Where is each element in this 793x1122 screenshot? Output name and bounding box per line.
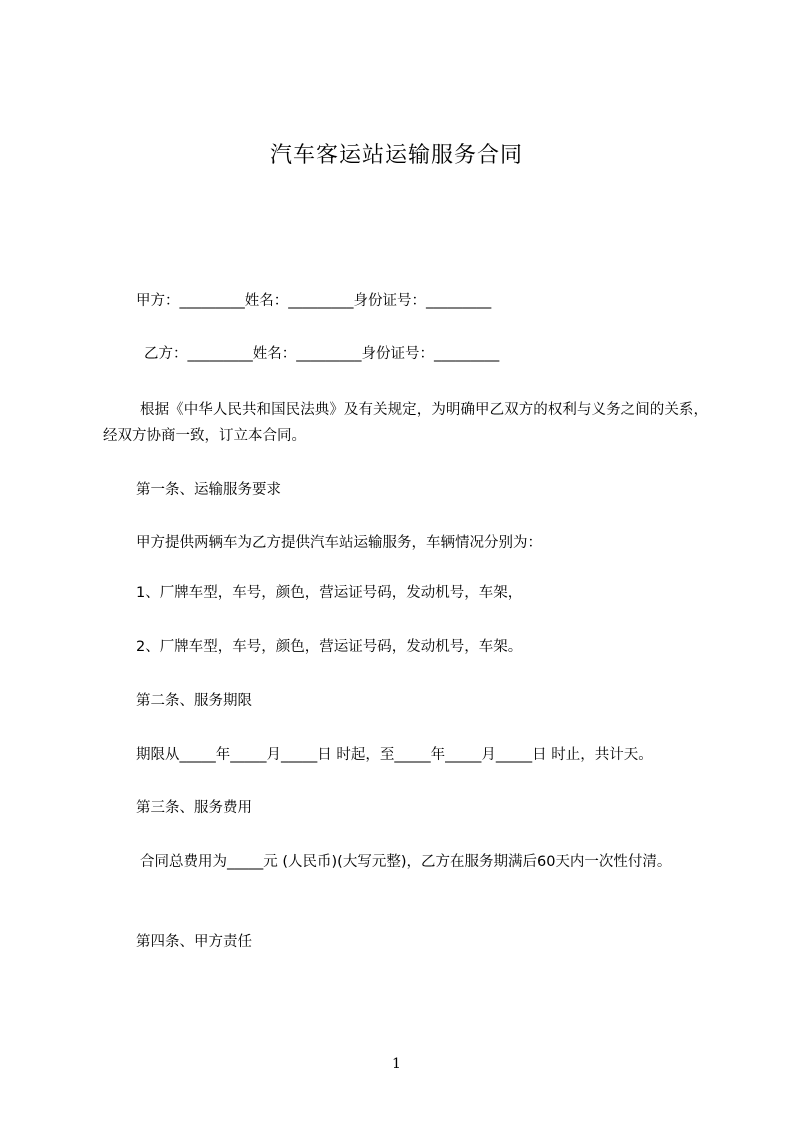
article-4-heading: 第四条、甲方责任: [136, 934, 252, 950]
document-title: 汽车客运站运输服务合同: [269, 143, 523, 168]
vehicle-2-line: 2、厂牌车型，车号，颜色，营运证号码，发动机号，车架。: [136, 639, 523, 655]
page-number: 1: [392, 1056, 401, 1072]
article-1-intro: 甲方提供两辆车为乙方提供汽车站运输服务，车辆情况分别为：: [136, 535, 542, 551]
article-3-fee-paragraph: 合同总费用为_____元 (人民币)(大写元整)，乙方在服务期满后60天内一次性付清。: [140, 854, 672, 870]
article-3-heading: 第三条、服务费用: [136, 800, 252, 816]
vehicle-1-line: 1、厂牌车型，车号，颜色，营运证号码，发动机号，车架，: [136, 585, 523, 601]
article-1-heading: 第一条、运输服务要求: [136, 482, 281, 498]
preamble-paragraph: 根据《中华人民共和国民法典》及有关规定，为明确甲乙双方的权利与义务之间的关系，经双方协商一致，订立本合同。: [103, 402, 708, 444]
article-2-term-line: 期限从_____年_____月_____日 时起，至_____年_____月_____日 时止，共计天。: [136, 747, 653, 763]
article-2-heading: 第二条、服务期限: [136, 693, 252, 709]
party-a-line: 甲方：_________姓名：_________身份证号：_________: [136, 293, 492, 309]
party-b-line: 乙方：_________姓名：_________身份证号：_________: [144, 346, 500, 362]
